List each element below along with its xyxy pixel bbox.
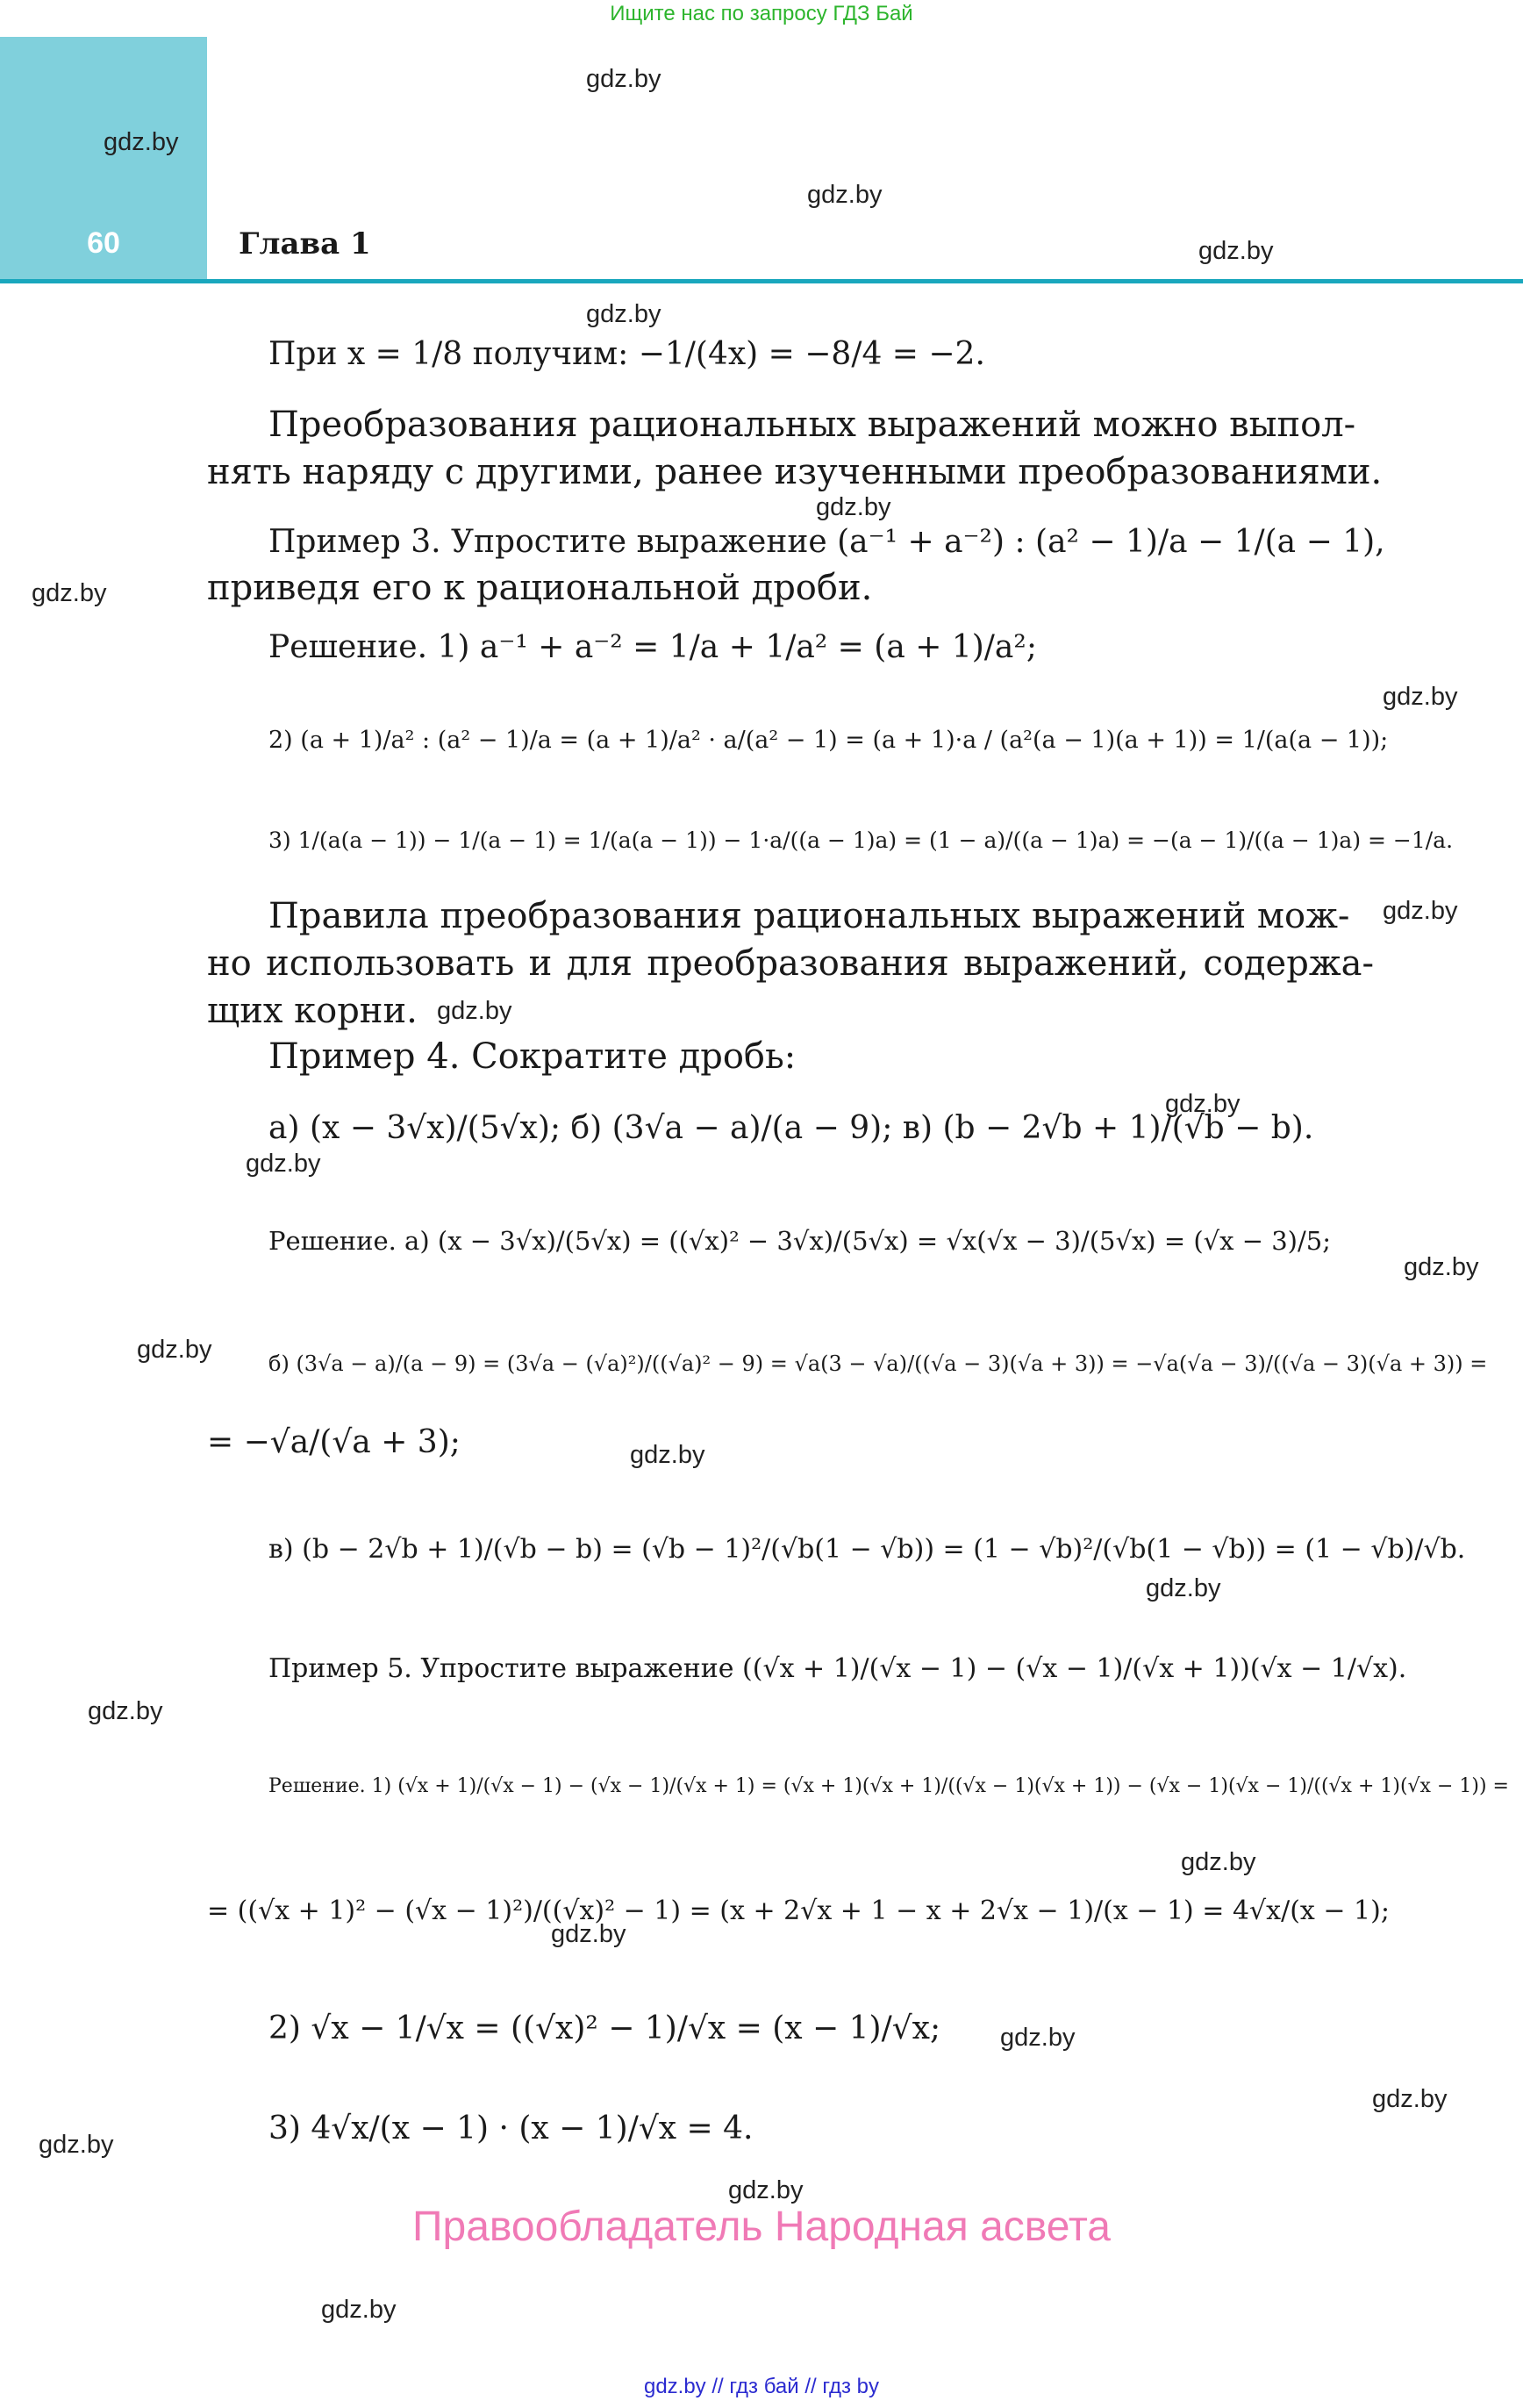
watermark: gdz.by	[807, 181, 883, 209]
watermark: gdz.by	[1165, 1090, 1241, 1118]
watermark: gdz.by	[1404, 1253, 1479, 1281]
watermark: gdz.by	[1372, 2085, 1448, 2113]
watermark: gdz.by	[246, 1150, 321, 1178]
watermark: gdz.by	[437, 997, 512, 1025]
watermark: gdz.by	[1181, 1848, 1256, 1876]
watermark: gdz.by	[551, 1920, 626, 1948]
text-line: приведя его к рациональной дроби.	[207, 568, 873, 608]
solution-line: Решение. а) (x − 3√x)/(5√x) = ((√x)² − 3√x)/(5√x) = √x(√x − 3)/(5√x) = (√x − 3)/5;	[268, 1226, 1331, 1256]
watermark: gdz.by	[1198, 237, 1274, 265]
text-line: При x = 1/8 получим: −1/(4x) = −8/4 = −2.	[268, 336, 985, 372]
watermark: gdz.by	[816, 493, 891, 521]
header-rule	[0, 279, 1523, 283]
watermark: gdz.by	[728, 2176, 804, 2204]
chapter-title: Глава 1	[239, 226, 371, 262]
solution-line: = −√a/(√a + 3);	[207, 1424, 461, 1460]
watermark: gdz.by	[321, 2296, 397, 2324]
solution-line: б) (3√a − a)/(a − 9) = (3√a − (√a)²)/((√a)² − 9) = √a(3 − √a)/((√a − 3)(√a + 3)) = −√a(√a − 3)/((√a − 3)(√a + 3)) =	[268, 1351, 1488, 1376]
solution-line: 3) 4√x/(x − 1) · (x − 1)/√x = 4.	[268, 2111, 754, 2146]
watermark: gdz.by	[1383, 897, 1458, 925]
solution-line: в) (b − 2√b + 1)/(√b − b) = (√b − 1)²/(√b(1 − √b)) = (1 − √b)²/(√b(1 − √b)) = (1 − √b)/√b.	[268, 1534, 1466, 1565]
text-line: щих корни.	[207, 991, 418, 1031]
watermark: gdz.by	[137, 1336, 212, 1364]
example-3-title: Пример 3. Упростите выражение (a⁻¹ + a⁻²) : (a² − 1)/a − 1/(a − 1),	[268, 524, 1385, 560]
example-5-title: Пример 5. Упростите выражение ((√x + 1)/(√x − 1) − (√x − 1)/(√x + 1))(√x − 1/√x).	[268, 1653, 1407, 1684]
solution-line: Решение. 1) a⁻¹ + a⁻² = 1/a + 1/a² = (a + 1)/a²;	[268, 629, 1037, 665]
watermark: gdz.by	[1383, 683, 1458, 711]
example-4-items: а) (x − 3√x)/(5√x); б) (3√a − a)/(a − 9); в) (b − 2√b + 1)/(√b − b).	[268, 1110, 1314, 1146]
solution-line: 3) 1/(a(a − 1)) − 1/(a − 1) = 1/(a(a − 1)) − 1·a/((a − 1)a) = (1 − a)/((a − 1)a) = −(a − 1)/((a − 1)a) = −1/a.	[268, 828, 1454, 853]
watermark: gdz.by	[1146, 1574, 1221, 1602]
watermark: gdz.by	[586, 300, 661, 328]
text-line: Правила преобразования рациональных выражений мож-	[268, 896, 1350, 936]
watermark: gdz.by	[104, 128, 179, 156]
watermark: gdz.by	[630, 1441, 705, 1469]
top-banner[interactable]: Ищите нас по запросу ГДЗ Бай	[610, 2, 913, 25]
watermark: gdz.by	[586, 65, 661, 93]
copyright-line: Правообладатель Народная асвета	[412, 2204, 1111, 2250]
solution-line: Решение. 1) (√x + 1)/(√x − 1) − (√x − 1)/(√x + 1) = (√x + 1)(√x + 1)/((√x − 1)(√x + 1)) − (√x − 1)(√x − 1)/((√x + 1)(√x − 1)) =	[268, 1775, 1509, 1797]
watermark: gdz.by	[39, 2131, 114, 2159]
text-line: нять наряду с другими, ранее изученными преобразованиями.	[207, 452, 1383, 492]
solution-line: 2) (a + 1)/a² : (a² − 1)/a = (a + 1)/a² · a/(a² − 1) = (a + 1)·a / (a²(a − 1)(a + 1)) = 1/(a(a − 1));	[268, 727, 1389, 754]
solution-line: = ((√x + 1)² − (√x − 1)²)/((√x)² − 1) = (x + 2√x + 1 − x + 2√x − 1)/(x − 1) = 4√x/(x − 1);	[207, 1896, 1390, 1926]
watermark: gdz.by	[32, 579, 107, 607]
text-line: но использовать и для преобразования выражений, содержа-	[207, 943, 1374, 984]
solution-line: 2) √x − 1/√x = ((√x)² − 1)/√x = (x − 1)/√x;	[268, 2010, 941, 2046]
example-4-title: Пример 4. Сократите дробь:	[268, 1036, 797, 1077]
text-line: Преобразования рациональных выражений можно выпол-	[268, 405, 1356, 445]
watermark: gdz.by	[1000, 2024, 1076, 2052]
page-number: 60	[87, 226, 120, 260]
watermark: gdz.by	[88, 1697, 163, 1725]
bottom-links[interactable]: gdz.by // гдз бай // гдз by	[643, 2375, 880, 2398]
